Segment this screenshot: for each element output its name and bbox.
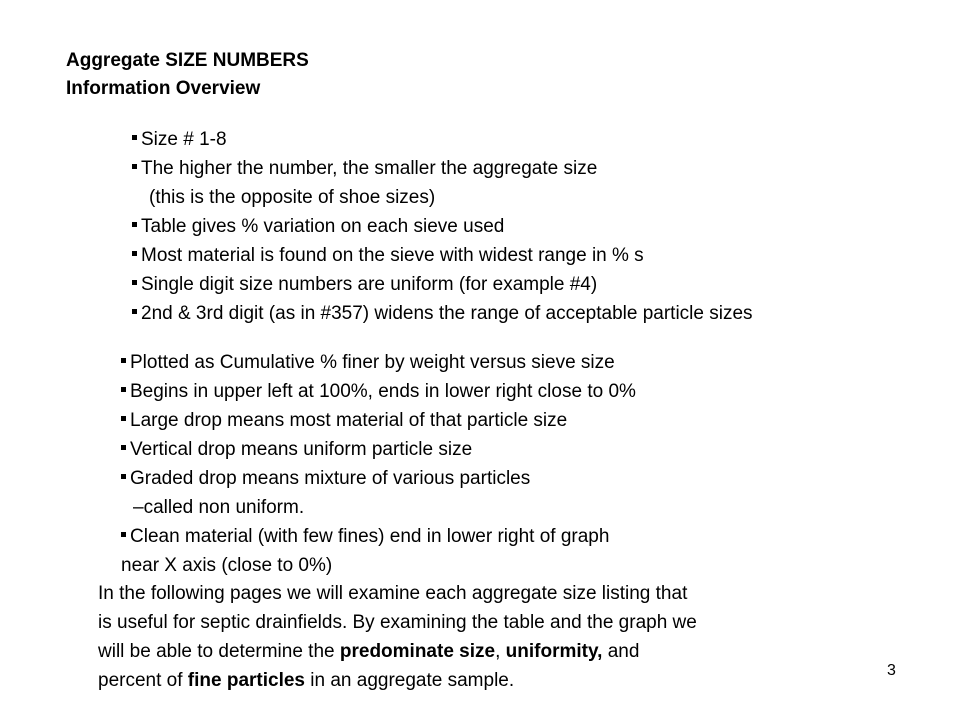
paragraph-line <box>98 666 697 695</box>
list-item-text: near X axis (close to 0%) <box>121 555 333 576</box>
list-item-continuation <box>132 183 753 212</box>
square-bullet-icon <box>132 164 137 169</box>
list-item <box>132 125 753 154</box>
list-item-text: Graded drop means mixture of various particles <box>130 468 531 489</box>
title-line-2: Information Overview <box>66 78 261 99</box>
list-item <box>121 522 636 551</box>
square-bullet-icon <box>121 445 126 450</box>
list-item <box>132 241 753 270</box>
list-item-text: Single digit size numbers are uniform (for example #4) <box>141 274 598 295</box>
list-item-text: Vertical drop means uniform particle size <box>130 439 473 460</box>
slide-title <box>66 47 309 103</box>
list-item <box>121 377 636 406</box>
square-bullet-icon <box>121 387 126 392</box>
list-item <box>132 212 753 241</box>
info-bullet-list <box>132 125 753 328</box>
paragraph-text: percent of <box>98 670 188 691</box>
list-item-text: The higher the number, the smaller the aggregate size <box>141 158 598 179</box>
list-item-text: Most material is found on the sieve with widest range in % s <box>141 245 644 266</box>
list-item-text: Clean material (with few fines) end in lower right of graph <box>130 526 610 547</box>
summary-paragraph <box>98 579 697 695</box>
list-item-continuation <box>121 493 636 522</box>
list-item <box>121 464 636 493</box>
list-item <box>132 270 753 299</box>
paragraph-line: In the following pages we will examine each aggregate size listing that <box>98 583 688 604</box>
list-item-text: –called non uniform. <box>133 497 305 518</box>
title-line-1: Aggregate SIZE NUMBERS <box>66 50 309 71</box>
square-bullet-icon <box>121 416 126 421</box>
square-bullet-icon <box>121 532 126 537</box>
list-item-text: (this is the opposite of shoe sizes) <box>149 187 436 208</box>
list-item-text: Size # 1-8 <box>141 129 227 150</box>
list-item <box>132 299 753 328</box>
list-item-text: Table gives % variation on each sieve used <box>141 216 505 237</box>
paragraph-line: is useful for septic drainfields. By examining the table and the graph we <box>98 612 697 633</box>
list-item-text: 2nd & 3rd digit (as in #357) widens the range of acceptable particle sizes <box>141 303 753 324</box>
list-item-text: Plotted as Cumulative % finer by weight versus sieve size <box>130 352 615 373</box>
graph-bullet-list <box>121 348 636 580</box>
square-bullet-icon <box>132 280 137 285</box>
paragraph-text: and <box>602 641 640 662</box>
list-item-text: Large drop means most material of that particle size <box>130 410 568 431</box>
emphasis-predominate-size: predominate size <box>339 641 496 662</box>
square-bullet-icon <box>132 222 137 227</box>
square-bullet-icon <box>121 474 126 479</box>
square-bullet-icon <box>132 251 137 256</box>
paragraph-text: in an aggregate sample. <box>305 670 515 691</box>
emphasis-fine-particles: fine particles <box>187 670 305 691</box>
paragraph-line <box>98 637 697 666</box>
list-item-text: Begins in upper left at 100%, ends in lower right close to 0% <box>130 381 636 402</box>
list-item <box>121 348 636 377</box>
list-item <box>121 406 636 435</box>
paragraph-text: , <box>495 641 506 662</box>
list-item <box>132 154 753 183</box>
square-bullet-icon <box>132 309 137 314</box>
square-bullet-icon <box>121 358 126 363</box>
page-number: 3 <box>887 662 896 679</box>
emphasis-uniformity: uniformity, <box>505 641 603 662</box>
list-item-continuation <box>121 551 636 580</box>
list-item <box>121 435 636 464</box>
paragraph-text: will be able to determine the <box>98 641 340 662</box>
square-bullet-icon <box>132 135 137 140</box>
